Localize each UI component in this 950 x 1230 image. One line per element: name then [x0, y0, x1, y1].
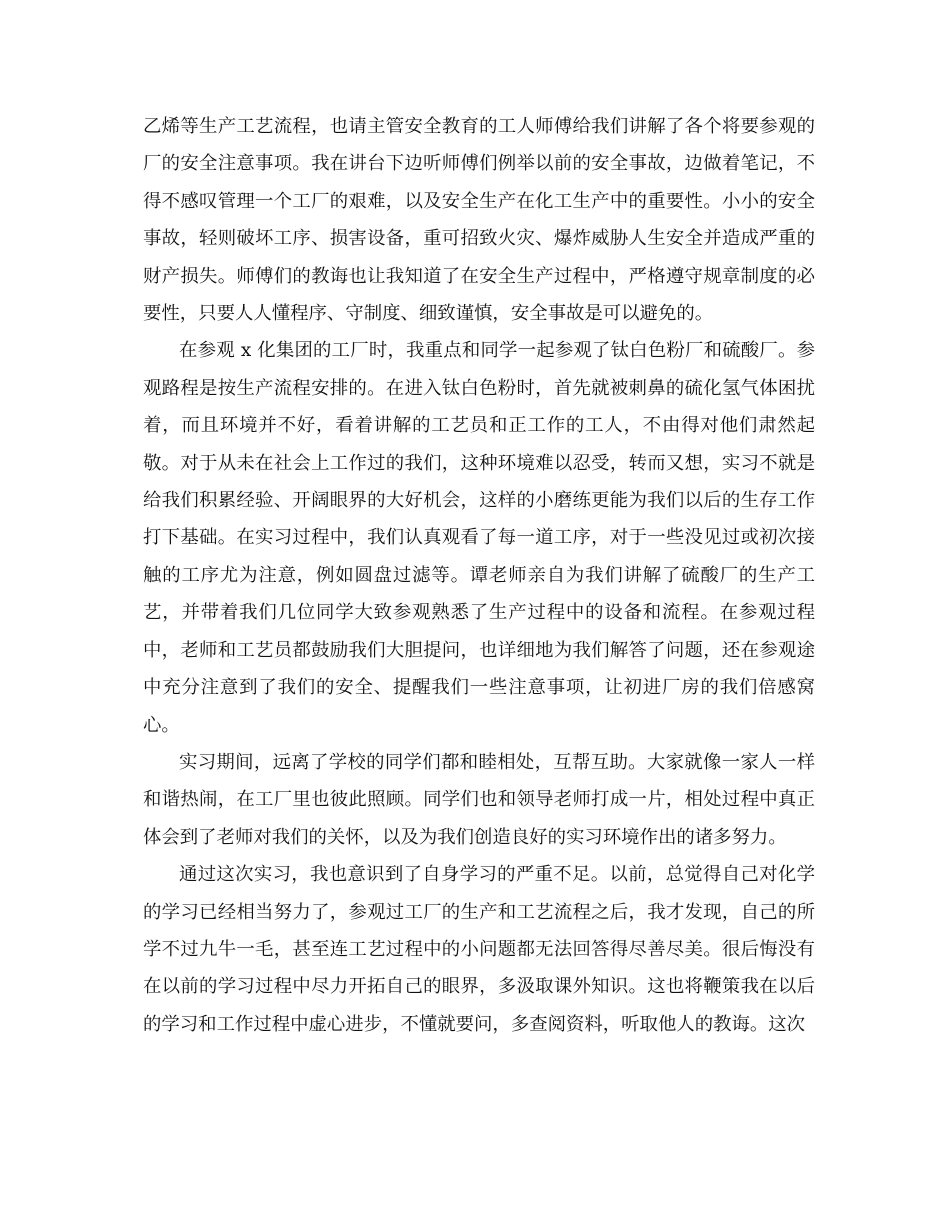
paragraph-continued: 乙烯等生产工艺流程，也请主管安全教育的工人师傅给我们讲解了各个将要参观的厂的安全注意事项。我在讲台下边听师傅们例举以前的安全事故，边做着笔记，不得不感叹管理一个工厂的艰难，以及安全生产在化工生产中的重要性。小小的安全事故，轻则破坏工序、损害设备，重可招致火灾、爆炸威胁人生安全并造成严重的财产损失。师傅们的教诲也让我知道了在安全生产过程中，严格遵守规章制度的必要性，只要人人懂程序、守制度、细致谨慎，安全事故是可以避免的。 — [143, 116, 815, 325]
paragraph-factory-visit: 在参观 x 化集团的工厂时，我重点和同学一起参观了钛白色粉厂和硫酸厂。参观路程是按生产流程安排的。在进入钛白色粉时，首先就被刺鼻的硫化氢气体困扰着，而且环境并不好，看着讲解的工艺员和正工作的工人，不由得对他们肃然起敬。对于从未在社会上工作过的我们，这种环境难以忍受，转而又想，实习不就是给我们积累经验、开阔眼界的大好机会，这样的小磨练更能为我们以后的生存工作打下基础。在实习过程中，我们认真观看了每一道工序，对于一些没见过或初次接触的工序尤为注意，例如圆盘过滤等。谭老师亲自为我们讲解了硫酸厂的生产工艺，并带着我们几位同学大致参观熟悉了生产过程中的设备和流程。在参观过程中，老师和工艺员都鼓励我们大胆提问，也详细地为我们解答了问题，还在参观途中充分注意到了我们的安全、提醒我们一些注意事项，让初进厂房的我们倍感窝心。 — [143, 340, 815, 736]
paragraph-reflection: 通过这次实习，我也意识到了自身学习的严重不足。以前，总觉得自己对化学的学习已经相当努力了，参观过工厂的生产和工艺流程之后，我才发现，自己的所学不过九牛一毛，甚至连工艺过程中的小问题都无法回答得尽善尽美。很后悔没有在以前的学习过程中尽力开拓自己的眼界，多汲取课外知识。这也将鞭策我在以后的学习和工作过程中虚心进步，不懂就要问，多查阅资料，听取他人的教诲。这次 — [143, 864, 815, 1035]
paragraph-internship-life: 实习期间，远离了学校的同学们都和睦相处，互帮互助。大家就像一家人一样和谐热闹，在工厂里也彼此照顾。同学们也和领导老师打成一片，相处过程中真正体会到了老师对我们的关怀，以及为我们创造良好的实习环境作出的诸多努力。 — [143, 751, 815, 848]
document-body — [143, 108, 815, 1043]
